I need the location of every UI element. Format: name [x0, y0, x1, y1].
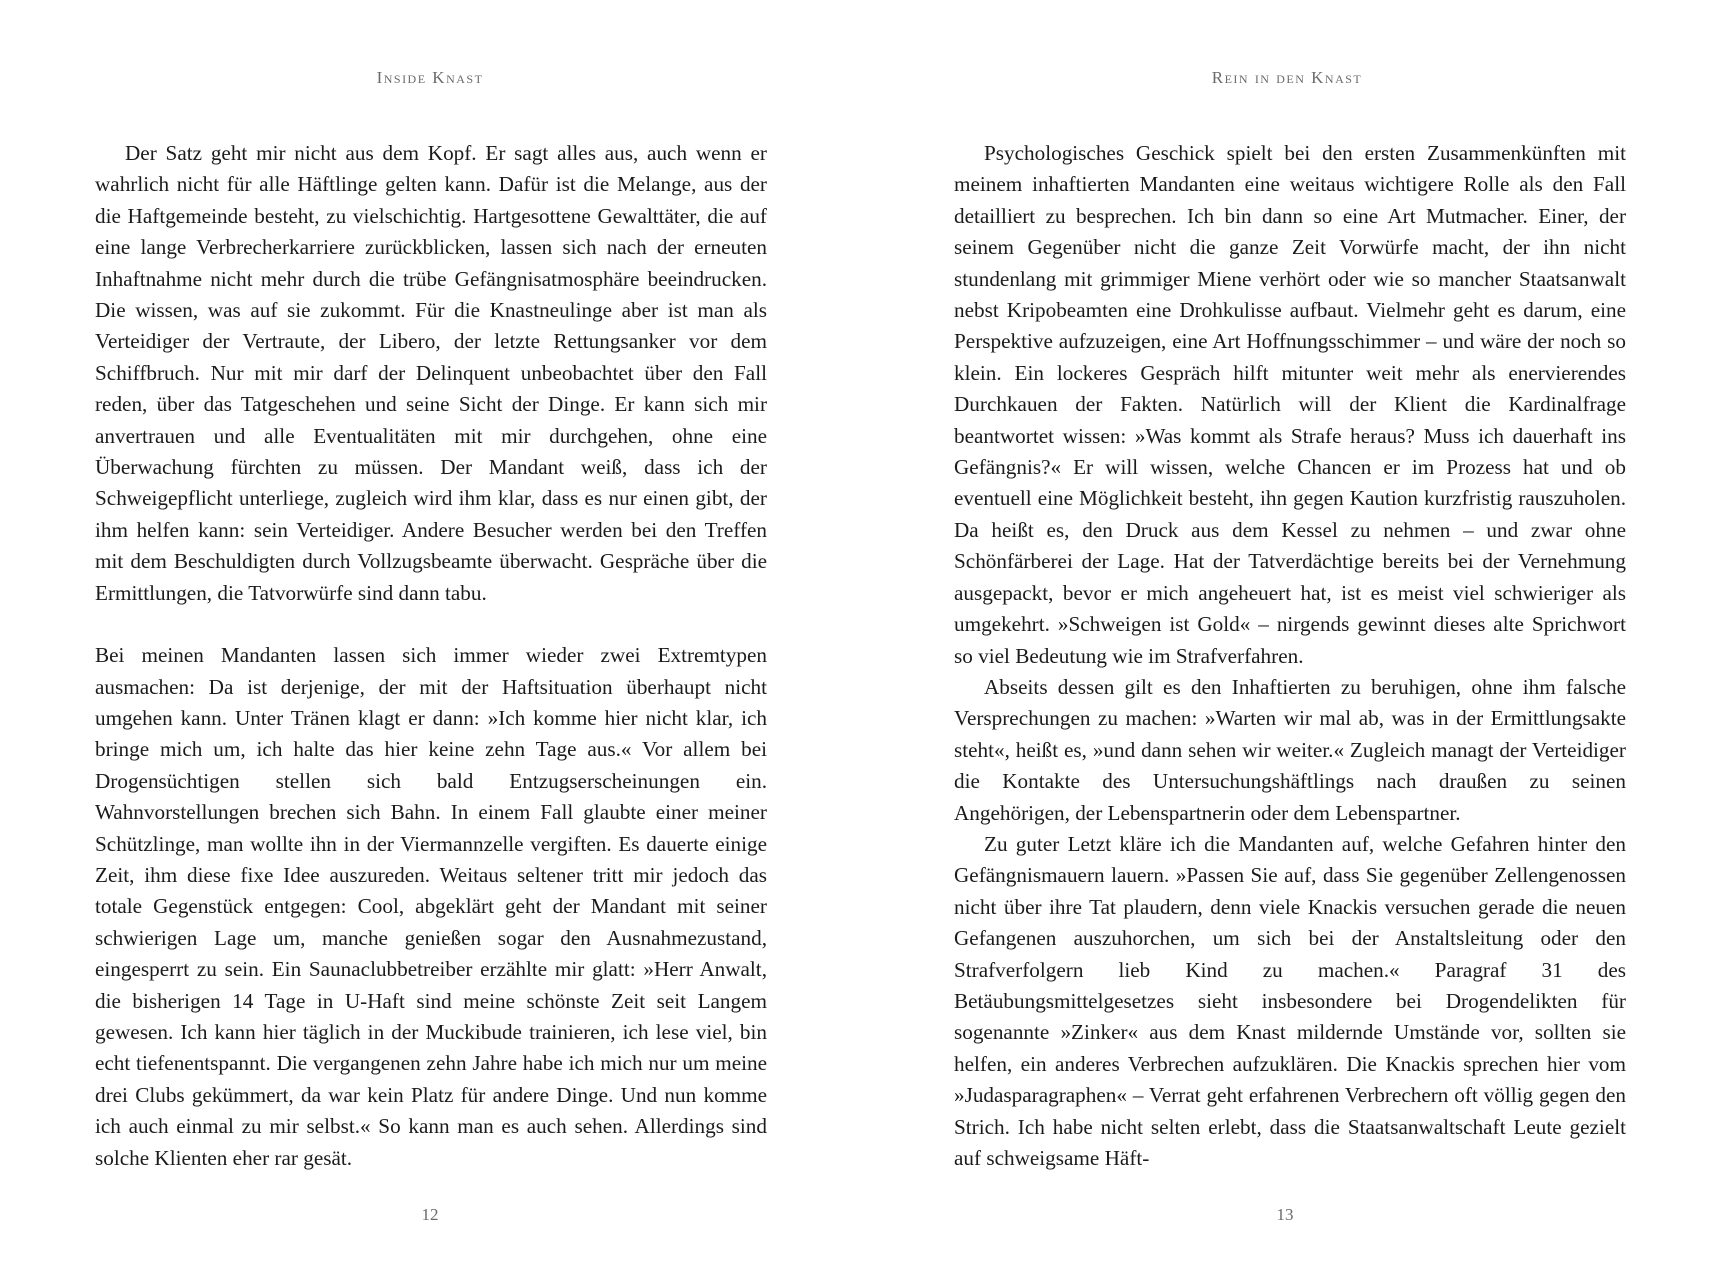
paragraph: Abseits dessen gilt es den Inhaftierten zu beruhigen, ohne ihm falsche Versprechungen zu machen: »Warten wir mal ab, was in der Ermittlungsakte steht«, heißt es, »und dann sehen wir weiter.« Zugleich managt der Verteidiger die Kontakte des Untersuchungshäftlings nach draußen zu seinen Angehörigen, der Lebenspartnerin oder dem Lebenspartner. [954, 674, 1626, 825]
left-page [0, 0, 856, 1270]
page-number-right: 13 [1276, 1205, 1294, 1224]
running-head-left: Inside Knast [376, 68, 484, 87]
right-text-block [954, 138, 1626, 1174]
paragraph: Bei meinen Mandanten lassen sich immer wieder zwei Extremtypen ausmachen: Da ist derjenige, der mit der Haftsituation überhaupt nicht umgehen kann. Unter Tränen klagt er dann: »Ich komme hier nicht klar, ich bringe mich um, ich halte das hier keine zehn Tage aus.« Vor allem bei Drogensüchtigen stellen sich bald Entzugserscheinungen ein. Wahnvorstellungen brechen sich Bahn. In einem Fall glaubte einer meiner Schützlinge, man wollte ihn in der Viermannzelle vergiften. Es dauerte einige Zeit, ihm diese fixe Idee auszureden. Weitaus seltener tritt mir jedoch das totale Gegenstück entgegen: Cool, abgeklärt geht der Mandant mit seiner schwierigen Lage um, manche genießen sogar den Ausnahmezustand, eingesperrt zu sein. Ein Saunaclubbetreiber erzählte mir glatt: »Herr Anwalt, die bisherigen 14 Tage in U-Haft sind meine schönste Zeit seit Langem gewesen. Ich kann hier täglich in der Muckibude trainieren, ich lese viel, bin echt tiefenentspannt. Die vergangenen zehn Jahre habe ich mich nur um meine drei Clubs gekümmert, da war kein Platz für andere Dinge. Und nun komme ich auch einmal zu mir selbst.« So kann man es auch sehen. Allerdings sind solche Klienten eher rar gesät. [95, 643, 767, 1170]
paragraph: Zu guter Letzt kläre ich die Mandanten auf, welche Gefahren hinter den Gefängnismauern lauern. »Passen Sie auf, dass Sie gegenüber Zellengenossen nicht über ihre Tat plaudern, denn viele Knackis versuchen gerade die neuen Gefangenen auszuhorchen, um sich bei der Anstaltsleitung oder den Strafverfolgern lieb Kind zu machen.« Paragraf 31 des Betäubungsmittelgesetzes sieht insbesondere bei Drogendelikten für sogenannte »Zinker« aus dem Knast mildernde Umstände vor, sollten sie helfen, ein anderes Verbrechen aufzuklären. Die Knackis sprechen hier vom »Judasparagraphen« – Verrat geht erfahrenen Verbrechern oft völlig gegen den Strich. Ich habe nicht selten erlebt, dass die Staatsanwaltschaft Leute gezielt auf schweigsame Häft- [954, 831, 1626, 1170]
paragraph: Psychologisches Geschick spielt bei den ersten Zusammenkünften mit meinem inhaftierten Mandanten eine weitaus wichtigere Rolle als den Fall detailliert zu besprechen. Ich bin dann so eine Art Mutmacher. Einer, der seinem Gegenüber nicht die ganze Zeit Vorwürfe macht, der ihn nicht stundenlang mit grimmiger Miene verhört oder wie so mancher Staatsanwalt nebst Kripobeamten eine Drohkulisse aufbaut. Vielmehr geht es darum, eine Perspektive aufzuzeigen, eine Art Hoffnungsschimmer – und wäre der noch so klein. Ein lockeres Gespräch hilft mitunter weit mehr als enervierendes Durchkauen der Fakten. Natürlich will der Klient die Kardinalfrage beantwortet wissen: »Was kommt als Strafe heraus? Muss ich dauerhaft ins Gefängnis?« Er will wissen, welche Chancen er im Prozess hat und ob eventuell eine Möglichkeit besteht, ihn gegen Kaution kurzfristig rauszuholen. Da heißt es, den Druck aus dem Kessel zu nehmen – und zwar ohne Schönfärberei der Lage. Hat der Tatverdächtige bereits bei der Vernehmung ausgepackt, bevor er mich angeheuert hat, ist es meist viel schwieriger als umgekehrt. »Schweigen ist Gold« – nirgends gewinnt dieses alte Sprichwort so viel Bedeutung wie im Strafverfahren. [954, 141, 1626, 668]
right-page [857, 0, 1713, 1270]
left-text-block [95, 138, 767, 1174]
paragraph: Der Satz geht mir nicht aus dem Kopf. Er sagt alles aus, auch wenn er wahrlich nicht für alle Häftlinge gelten kann. Dafür ist die Melange, aus der die Haftgemeinde besteht, zu vielschichtig. Hartgesottene Gewalttäter, die auf eine lange Verbrecherkarriere zurückblicken, lassen sich nach der erneuten Inhaftnahme nicht mehr durch die trübe Gefängnisatmosphäre beeindrucken. Die wissen, was auf sie zukommt. Für die Knastneulinge aber ist man als Verteidiger der Vertraute, der Libero, der letzte Rettungsanker vor dem Schiffbruch. Nur mit mir darf der Delinquent unbeobachtet über den Fall reden, über das Tatgeschehen und seine Sicht der Dinge. Er kann sich mir anvertrauen und alle Eventualitäten mit mir durchgehen, ohne eine Überwachung fürchten zu müssen. Der Mandant weiß, dass ich der Schweigepflicht unterliege, zugleich wird ihm klar, dass es nur einen gibt, der ihm helfen kann: sein Verteidiger. Andere Besucher werden bei den Treffen mit dem Beschuldigten durch Vollzugsbeamte überwacht. Gespräche über die Ermittlungen, die Tatvorwürfe sind dann tabu. [95, 141, 767, 605]
page-number-left: 12 [421, 1205, 439, 1224]
running-head-right: Rein in den Knast [1211, 68, 1363, 87]
